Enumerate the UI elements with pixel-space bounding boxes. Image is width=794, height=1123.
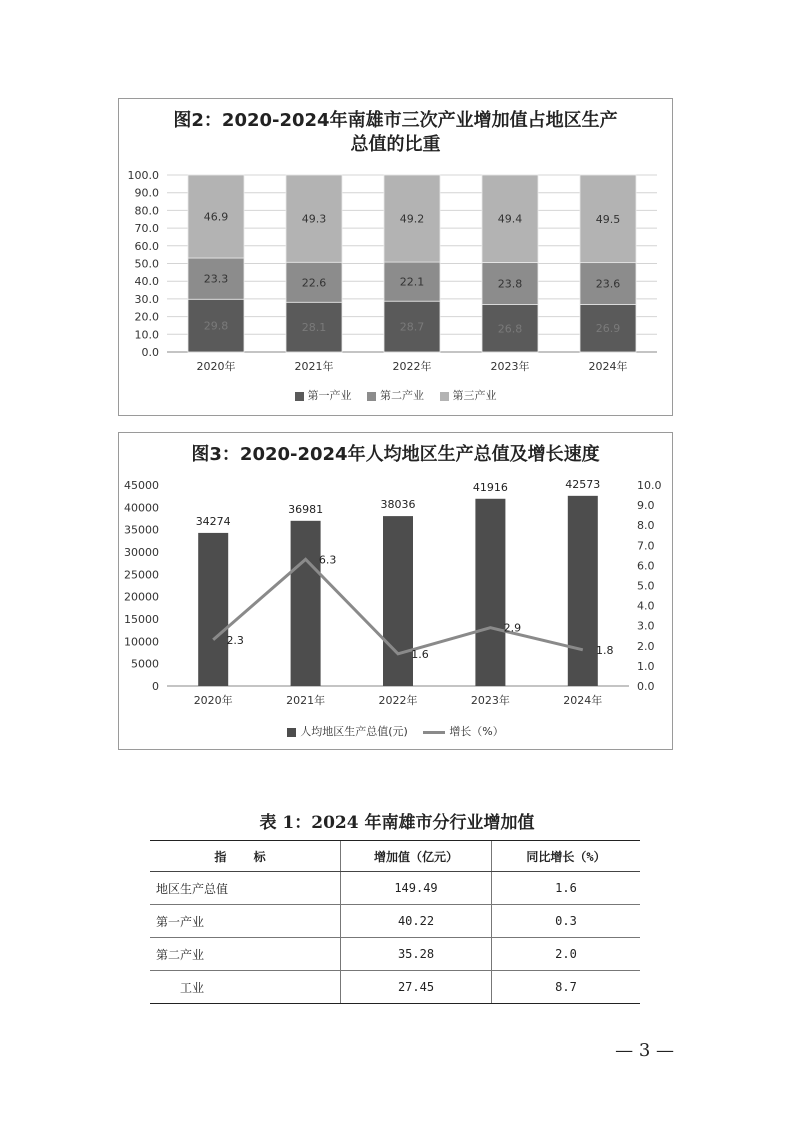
legend-growth (423, 723, 503, 739)
chart2-x-tick-label: 2020年 (193, 694, 233, 707)
chart2-y-tick-label: 45000 (124, 479, 159, 492)
chart1-data-label: 26.9 (595, 322, 621, 336)
chart1-data-label: 28.7 (399, 320, 425, 334)
chart1-y-tick-label: 80.0 (134, 204, 159, 218)
chart2-bar-label: 41916 (472, 480, 508, 494)
chart2-growth-label: 1.8 (596, 643, 614, 657)
chart2-bar (291, 521, 321, 686)
legend-primary (295, 387, 352, 403)
legend-tertiary (440, 387, 497, 403)
chart2-bar-label: 42573 (565, 477, 601, 491)
chart2-y-tick-label: 10000 (124, 635, 159, 649)
chart2-bar-label: 38036 (380, 498, 416, 512)
chart2-y2-tick-label: 9.0 (637, 499, 655, 513)
chart2-growth-label: 6.3 (318, 553, 337, 567)
chart1-legend (119, 387, 672, 403)
header-value: 增加值（亿元） (341, 841, 492, 872)
chart2-x-tick-label: 2021年 (286, 694, 326, 707)
chart2-bar (568, 496, 598, 686)
row-value: 35.28 (341, 938, 492, 971)
chart1-data-label: 22.6 (301, 276, 327, 290)
table-row (150, 872, 640, 905)
chart2-y-tick-label: 20000 (124, 590, 159, 604)
chart2-growth-label: 2.3 (226, 633, 244, 647)
chart1-y-tick-label: 0.0 (141, 346, 159, 359)
chart1-data-label: 23.6 (595, 277, 621, 291)
chart2-y2-tick-label: 0.0 (637, 680, 655, 693)
chart2-y-tick-label: 35000 (124, 523, 159, 537)
chart2-y2-tick-label: 7.0 (637, 539, 655, 553)
page-number: — 3 — (615, 1040, 674, 1061)
chart1-y-tick-label: 20.0 (134, 310, 159, 324)
chart2-title: 图3：2020-2024年人均地区生产总值及增长速度 (191, 444, 600, 465)
chart2-growth-label: 1.6 (411, 647, 429, 661)
chart2-y-tick-label: 15000 (124, 613, 159, 626)
chart2-x-tick-label: 2023年 (470, 694, 510, 707)
chart1-data-label: 46.9 (203, 210, 229, 224)
chart2-y2-tick-label: 1.0 (637, 659, 655, 673)
chart2-x-tick-label: 2024年 (563, 694, 603, 707)
legend-secondary-label: 第二产业 (380, 389, 424, 402)
industry-share-chart (118, 98, 673, 416)
chart2-y-tick-label: 25000 (124, 568, 159, 582)
row-value: 27.45 (341, 971, 492, 1004)
chart2-y-tick-label: 5000 (131, 657, 159, 671)
chart1-y-tick-label: 30.0 (134, 292, 159, 306)
row-value: 149.49 (341, 872, 492, 905)
chart2-y-tick-label: 30000 (124, 546, 159, 559)
chart1-y-tick-label: 50.0 (134, 257, 159, 271)
chart1-data-label: 26.8 (497, 322, 523, 336)
chart2-y2-tick-label: 10.0 (637, 479, 662, 492)
chart2-plot (119, 433, 672, 749)
row-name: 工业 (150, 971, 341, 1004)
row-name: 地区生产总值 (150, 872, 341, 905)
chart2-legend (119, 723, 672, 739)
table-row (150, 938, 640, 971)
chart2-bar (198, 533, 228, 686)
chart2-y-tick-label: 0 (152, 680, 159, 693)
row-growth: 2.0 (492, 938, 641, 971)
table-row (150, 905, 640, 938)
chart2-growth-label: 2.9 (503, 621, 522, 635)
legend-primary-label: 第一产业 (307, 389, 352, 402)
row-growth: 1.6 (492, 872, 641, 905)
chart1-x-tick-label: 2023年 (490, 360, 530, 373)
row-name: 第一产业 (150, 905, 341, 938)
chart2-y2-tick-label: 4.0 (637, 599, 655, 613)
chart2-y2-tick-label: 5.0 (637, 579, 655, 593)
chart1-data-label: 49.4 (497, 212, 523, 226)
chart2-bar (383, 516, 413, 686)
chart1-plot (119, 99, 672, 415)
chart1-x-tick-label: 2024年 (588, 360, 628, 373)
chart2-bar-label: 34274 (195, 514, 231, 528)
chart1-data-label: 23.8 (497, 277, 523, 291)
chart2-x-tick-label: 2022年 (378, 694, 418, 707)
chart2-y2-tick-label: 6.0 (637, 559, 655, 573)
chart2-y2-tick-label: 3.0 (637, 619, 655, 633)
chart1-y-tick-label: 100.0 (127, 169, 159, 182)
legend-growth-label: 增长（%） (449, 725, 504, 738)
chart2-bar (475, 499, 505, 686)
legend-secondary (367, 387, 424, 403)
chart1-y-tick-label: 10.0 (134, 328, 159, 342)
chart1-title-line2: 总值的比重 (350, 134, 441, 155)
chart1-y-tick-label: 60.0 (134, 239, 159, 253)
chart2-y2-tick-label: 8.0 (637, 519, 655, 533)
legend-per-capita (287, 723, 408, 739)
chart1-y-tick-label: 40.0 (134, 275, 159, 289)
legend-per-capita-label: 人均地区生产总值(元) (300, 725, 408, 738)
row-name: 第二产业 (150, 938, 341, 971)
chart1-data-label: 29.8 (203, 319, 229, 333)
chart1-y-tick-label: 70.0 (134, 222, 159, 236)
chart1-data-label: 49.2 (399, 212, 425, 226)
per-capita-gdp-chart (118, 432, 673, 750)
chart2-bar-label: 36981 (288, 502, 324, 516)
header-indicator: 指 标 (150, 841, 341, 872)
chart1-x-tick-label: 2022年 (392, 360, 432, 373)
table-header-row (150, 841, 640, 872)
row-value: 40.22 (341, 905, 492, 938)
chart1-title-line1: 图2：2020-2024年南雄市三次产业增加值占地区生产 (173, 110, 618, 131)
chart1-data-label: 22.1 (399, 275, 425, 289)
chart2-y2-tick-label: 2.0 (637, 639, 655, 653)
chart1-y-tick-label: 90.0 (134, 186, 159, 200)
chart2-y-tick-label: 40000 (124, 501, 159, 515)
row-growth: 0.3 (492, 905, 641, 938)
chart1-data-label: 49.5 (595, 212, 621, 226)
industry-value-table (150, 840, 640, 1004)
chart1-data-label: 49.3 (301, 212, 327, 226)
chart1-x-tick-label: 2020年 (196, 360, 236, 373)
table-title: 表 1：2024 年南雄市分行业增加值 (259, 813, 535, 833)
table-row (150, 971, 640, 1004)
chart1-data-label: 23.3 (203, 272, 229, 286)
header-growth: 同比增长（%） (492, 841, 641, 872)
row-growth: 8.7 (492, 971, 641, 1004)
chart1-x-tick-label: 2021年 (294, 360, 334, 373)
chart1-data-label: 28.1 (301, 321, 327, 335)
legend-tertiary-label: 第三产业 (452, 389, 497, 402)
